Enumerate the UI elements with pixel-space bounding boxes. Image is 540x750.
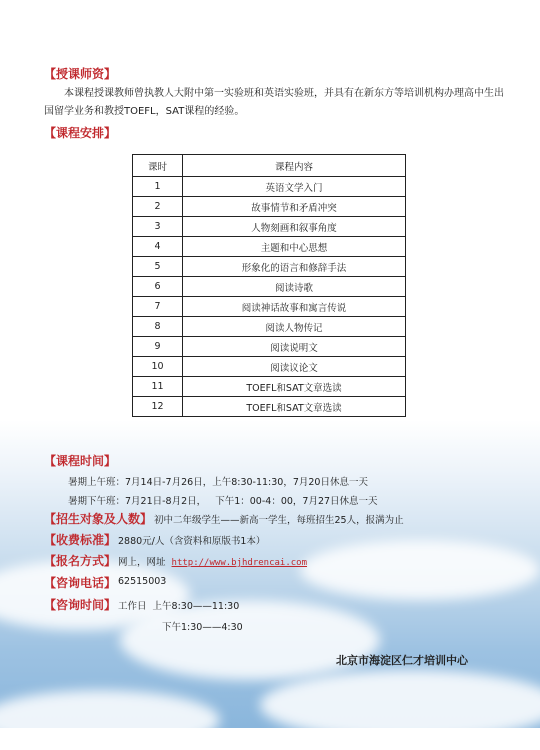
lesson-content: 阅读诗歌	[183, 277, 406, 297]
lesson-content: 阅读说明文	[183, 337, 406, 357]
cloud-decoration	[260, 670, 540, 740]
signup-line	[118, 554, 307, 568]
lesson-content: 英语文学入门	[183, 177, 406, 197]
website-link[interactable]: http://www.bjhdrencai.com	[171, 558, 308, 568]
hours-line-1: 工作日 上午8:30——11:30	[118, 601, 240, 612]
lesson-number: 7	[133, 297, 183, 317]
lesson-content: 人物刻画和叙事角度	[183, 217, 406, 237]
lesson-number: 1	[133, 177, 183, 197]
table-row	[133, 177, 406, 197]
lesson-content: TOEFL和SAT文章选读	[183, 397, 406, 417]
course-table	[132, 154, 406, 417]
table-row	[133, 337, 406, 357]
enroll-text: 初中二年级学生——新高一学生，每班招生25人，报满为止	[154, 515, 404, 526]
table-row	[133, 317, 406, 337]
table-row	[133, 357, 406, 377]
table-row	[133, 217, 406, 237]
lesson-number: 10	[133, 357, 183, 377]
signup-text: 网上，网址	[118, 557, 172, 568]
lesson-number: 5	[133, 257, 183, 277]
lesson-number: 6	[133, 277, 183, 297]
table-header-row	[133, 155, 406, 177]
hours-heading: 【咨询时间】	[44, 598, 117, 612]
phone-number: 62515003	[118, 576, 167, 587]
morning-class-text: 暑期上午班：7月14日-7月26日，上午8:30-11:30，7月20日休息一天	[68, 477, 368, 488]
schedule-heading: 【课程安排】	[44, 126, 117, 140]
phone-heading: 【咨询电话】	[44, 576, 117, 590]
lesson-content: 主题和中心思想	[183, 237, 406, 257]
table-row	[133, 277, 406, 297]
teachers-text: 本课程授课教师曾执教人大附中第一实验班和英语实验班，并具有在新东方等培训机构办理高中生出国留学业务和教授TOEFL，SAT课程的经验。	[44, 88, 504, 117]
table-row	[133, 197, 406, 217]
table-row	[133, 297, 406, 317]
lesson-number: 4	[133, 237, 183, 257]
afternoon-class-text: 暑期下午班：7月21日-8月2日， 下午1：00-4：00，7月27日休息一天	[68, 496, 378, 507]
lesson-number: 8	[133, 317, 183, 337]
cloud-decoration	[0, 690, 220, 750]
signup-heading: 【报名方式】	[44, 554, 117, 568]
table-row	[133, 257, 406, 277]
lesson-content: 阅读神话故事和寓言传说	[183, 297, 406, 317]
column-header-content: 课程内容	[183, 155, 406, 177]
organization-name: 北京市海淀区仁才培训中心	[336, 654, 468, 667]
lesson-number: 2	[133, 197, 183, 217]
lesson-number: 11	[133, 377, 183, 397]
table-row	[133, 237, 406, 257]
lesson-content: 阅读人物传记	[183, 317, 406, 337]
lesson-content: 形象化的语言和修辞手法	[183, 257, 406, 277]
table-row	[133, 377, 406, 397]
lesson-content: 阅读议论文	[183, 357, 406, 377]
time-heading: 【课程时间】	[44, 454, 117, 468]
lesson-number: 3	[133, 217, 183, 237]
lesson-number: 9	[133, 337, 183, 357]
hours-line-2: 下午1:30——4:30	[162, 622, 243, 633]
lesson-content: 故事情节和矛盾冲突	[183, 197, 406, 217]
column-header-lesson: 课时	[133, 155, 183, 177]
lesson-content: TOEFL和SAT文章选读	[183, 377, 406, 397]
cloud-decoration	[300, 540, 540, 600]
enroll-heading: 【招生对象及人数】	[44, 512, 153, 526]
fee-heading: 【收费标准】	[44, 533, 117, 547]
fee-text: 2880元/人（含资料和原版书1本）	[118, 536, 266, 547]
cloud-decoration	[120, 600, 380, 680]
table-row	[133, 397, 406, 417]
lesson-number: 12	[133, 397, 183, 417]
teachers-heading: 【授课师资】	[44, 67, 117, 81]
